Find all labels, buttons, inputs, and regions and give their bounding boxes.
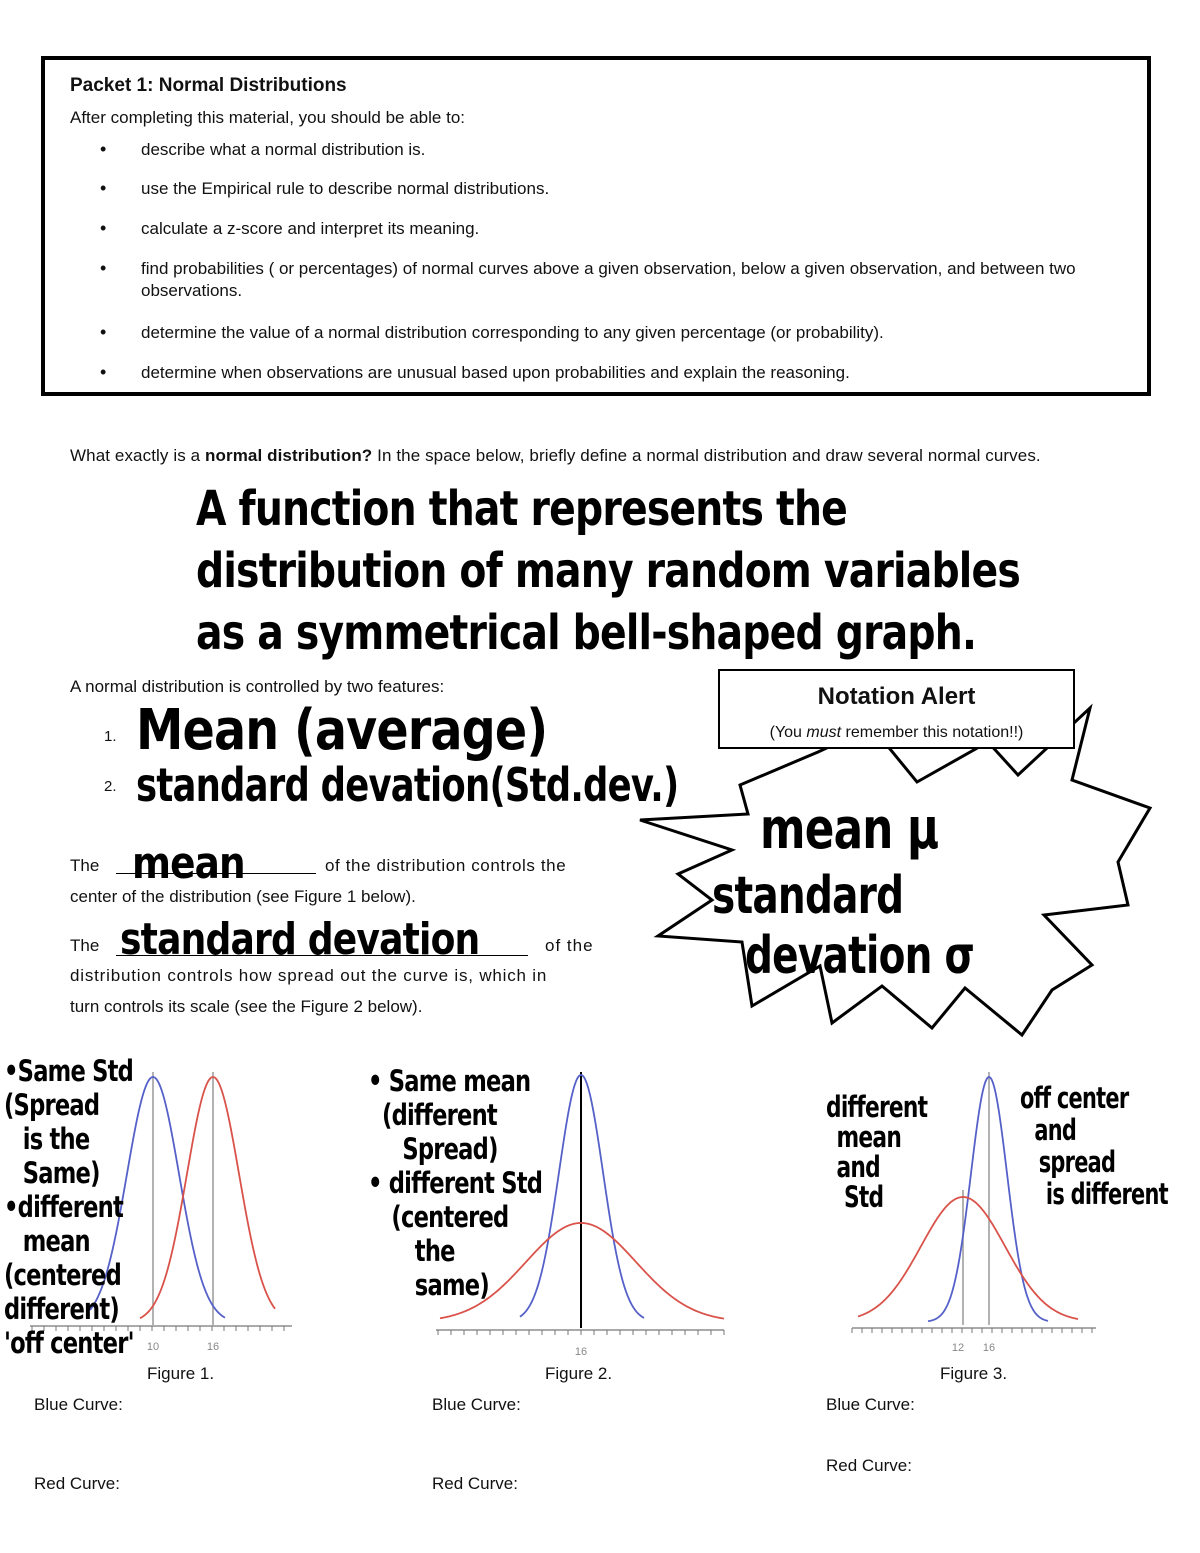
packet-title: Packet 1: Normal Distributions [70, 75, 347, 96]
fill-in-rest-1a: of the distribution controls the [325, 856, 567, 875]
features-intro: A normal distribution is controlled by two features: [70, 677, 445, 696]
figure-2-caption: Figure 2. [545, 1364, 613, 1383]
feature-answer-1: Mean (average) [136, 698, 548, 763]
feature-number-2: 2. [104, 778, 117, 795]
fig1-tick-label: 16 [206, 1341, 220, 1353]
feature-number-1: 1. [104, 728, 117, 745]
notation-hand-standard: standard [712, 866, 904, 926]
fill-in-rest-2a: of the [545, 936, 594, 955]
fill-in-rest-1b: center of the distribution (see Figure 1 below). [70, 887, 416, 906]
fig3-red-curve [858, 1197, 1078, 1319]
objectives-intro: After completing this material, you should be able to: [70, 108, 465, 127]
figure-1-red-label: Red Curve: [34, 1474, 120, 1493]
fig3-tick-label: 16 [982, 1342, 996, 1354]
figure-1-blue-label: Blue Curve: [34, 1395, 123, 1414]
fig2-ticks [438, 1330, 724, 1335]
fill-in-the-1: The [70, 856, 100, 875]
figure-2-blue-label: Blue Curve: [432, 1395, 521, 1414]
worksheet-page: Packet 1: Normal Distributions After completing this material, you should be able to: • describe what a normal distribution is. • use the Empirical rule to describe normal distributions. • calculate a z-score and interpret its meaning. • find probabilities ( or percentages) of normal curves above a given observation, below a given observation, and between two observations. • determine the value of a normal distribution corresponding to any given percentage (or probability). • determine when observations are unusual based upon probabilities and explain the reasoning. What exactly is a normal distribution? In the space below, briefly define a normal distribution and draw several normal curves. A function that represents the distribution of many random variables as a symmetrical bell-shaped graph. A normal distribution is controlled by two features: 1. 2. Mean (average) standard devation(Std.dev.) Notation Alert (You must remember this notation!!) mean μ standard devation σ The mean of the distribution controls the center of the distribution (see Figure 1 below). The standard devation of the distribution controls how spread out the curve is, which in turn controls its scale (see the Figure 2 below). 10 16 •Same Std (Spread is the Same) •different mean (centered different) 'off center' Figure 1. Blue Curve: Red Curve: 16 • Same mean (different Spread) • different Std (centered the same) Figure 2. Blue Curve: Red Curve: 12 16 different mean and Std off center and spread is different Figure 3. Blue Curve: Red Curve: [0, 0, 1200, 1553]
figure-2-notes: • Same mean (different Spread) • different Std (centered the same) [368, 1064, 543, 1302]
notation-alert-title: Notation Alert [817, 683, 976, 710]
fig2-tick-label: 16 [574, 1346, 588, 1358]
notation-alert-subtitle: (You must remember this notation!!) [769, 724, 1024, 741]
fig3-tick-label: 12 [951, 1342, 965, 1354]
fill-in-answer-std: standard devation [120, 914, 480, 965]
fig1-red-curve [140, 1077, 275, 1318]
notation-hand-mean: mean μ [760, 797, 939, 862]
fig3-ticks [852, 1328, 1092, 1333]
feature-answer-2: standard devation(Std.dev.) [136, 758, 679, 812]
fill-in-the-2: The [70, 936, 100, 955]
fill-in-rest-2b: distribution controls how spread out the curve is, which in [70, 966, 548, 985]
figure-2-red-label: Red Curve: [432, 1474, 518, 1493]
handwritten-definition: A function that represents the distribution of many random variables as a symmetrical bell-shaped graph. [196, 481, 1020, 661]
figure-3-notes-left: different mean and Std [826, 1090, 928, 1214]
figure-3-blue-label: Blue Curve: [826, 1395, 915, 1414]
figure-1-caption: Figure 1. [147, 1364, 215, 1383]
fill-in-answer-mean: mean [132, 838, 245, 889]
notation-hand-devation: devation σ [745, 926, 975, 986]
fig1-tick-label: 10 [146, 1341, 160, 1353]
figure-3-notes-right: off center and spread is different [1020, 1081, 1168, 1211]
figure-1-notes: •Same Std (Spread is the Same) •different mean (centered different) 'off center' [4, 1054, 134, 1360]
definition-question: What exactly is a normal distribution? In the space below, briefly define a normal distribution and draw several normal curves. [70, 446, 1041, 465]
figure-3-red-label: Red Curve: [826, 1456, 912, 1475]
fill-in-rest-2c: turn controls its scale (see the Figure 2 below). [70, 997, 423, 1016]
figure-3-caption: Figure 3. [940, 1364, 1008, 1383]
